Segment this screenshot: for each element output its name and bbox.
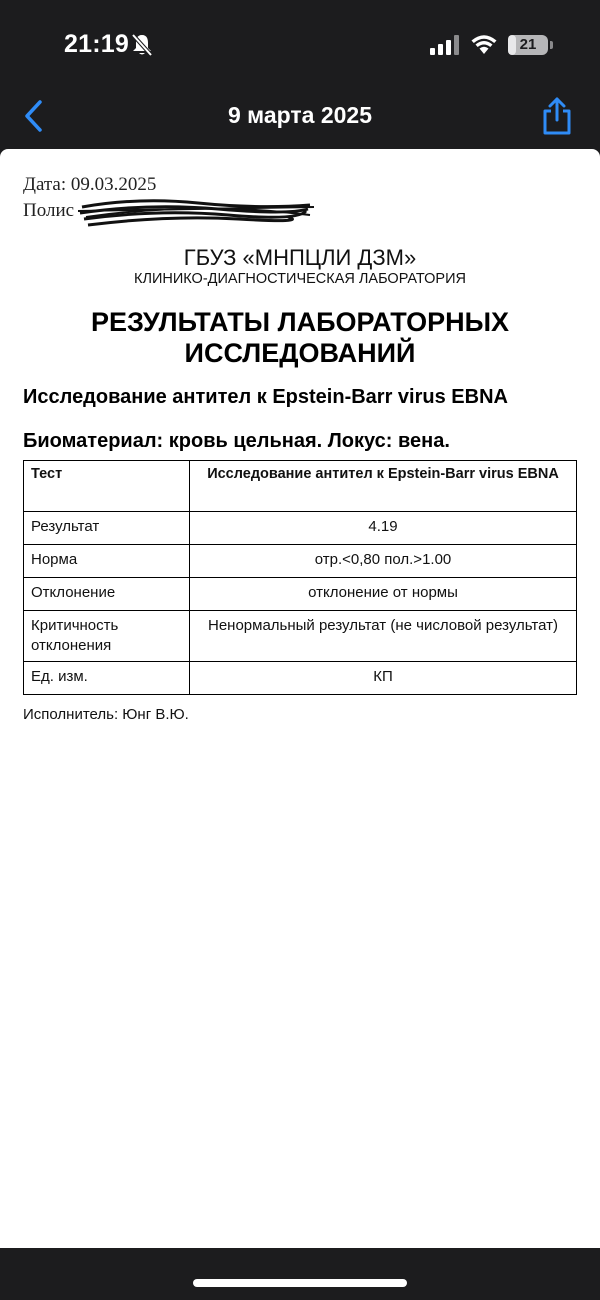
table-cell-value: КП (190, 662, 577, 695)
table-cell-label: Результат (24, 512, 190, 545)
table-cell-value: отр.<0,80 пол.>1.00 (190, 545, 577, 578)
table-header-value: Исследование антител к Epstein-Barr virus EBNA (190, 461, 577, 512)
document-title: РЕЗУЛЬТАТЫ ЛАБОРАТОРНЫХ ИССЛЕДОВАНИЙ (90, 307, 510, 368)
executor-line: Исполнитель: Юнг В.Ю. (23, 706, 189, 723)
home-indicator[interactable] (193, 1279, 407, 1287)
biomaterial-line: Биоматериал: кровь цельная. Локус: вена. (23, 430, 450, 452)
table-header-row (24, 461, 577, 512)
table-cell-label: Ед. изм. (24, 662, 190, 695)
table-cell-label: Критичность отклонения (24, 611, 190, 662)
organization-subtitle: КЛИНИКО-ДИАГНОСТИЧЕСКАЯ ЛАБОРАТОРИЯ (134, 271, 466, 287)
nav-bar (0, 90, 600, 148)
table-row (24, 611, 577, 662)
battery-cap (550, 41, 553, 49)
bell-muted-icon (131, 33, 153, 62)
share-button[interactable] (540, 96, 574, 136)
share-icon (540, 96, 574, 136)
battery-percent: 21 (519, 36, 537, 53)
status-time: 21:19 (64, 30, 129, 58)
table-cell-label: Отклонение (24, 578, 190, 611)
battery-icon (508, 35, 548, 55)
nav-title: 9 марта 2025 (227, 102, 373, 128)
cellular-signal-icon (430, 35, 460, 60)
policy-label: Полис (23, 200, 75, 221)
table-cell-label: Норма (24, 545, 190, 578)
table-row (24, 545, 577, 578)
status-bar (0, 0, 600, 90)
table-cell-value: отклонение от нормы (190, 578, 577, 611)
document-page[interactable] (0, 149, 600, 1248)
study-title: Исследование антител к Epstein-Barr virus EBNA (23, 386, 508, 408)
table-row (24, 578, 577, 611)
results-table (23, 460, 577, 695)
table-row (24, 512, 577, 545)
table-header-label: Тест (24, 461, 190, 512)
redaction-scribble (78, 195, 318, 233)
wifi-icon (470, 33, 498, 60)
table-cell-value: 4.19 (190, 512, 577, 545)
table-row (24, 662, 577, 695)
organization-name: ГБУЗ «МНПЦЛИ ДЗМ» (183, 245, 417, 270)
document-date: Дата: 09.03.2025 (23, 174, 157, 195)
table-cell-value: Ненормальный результат (не числовой результат) (190, 611, 577, 662)
